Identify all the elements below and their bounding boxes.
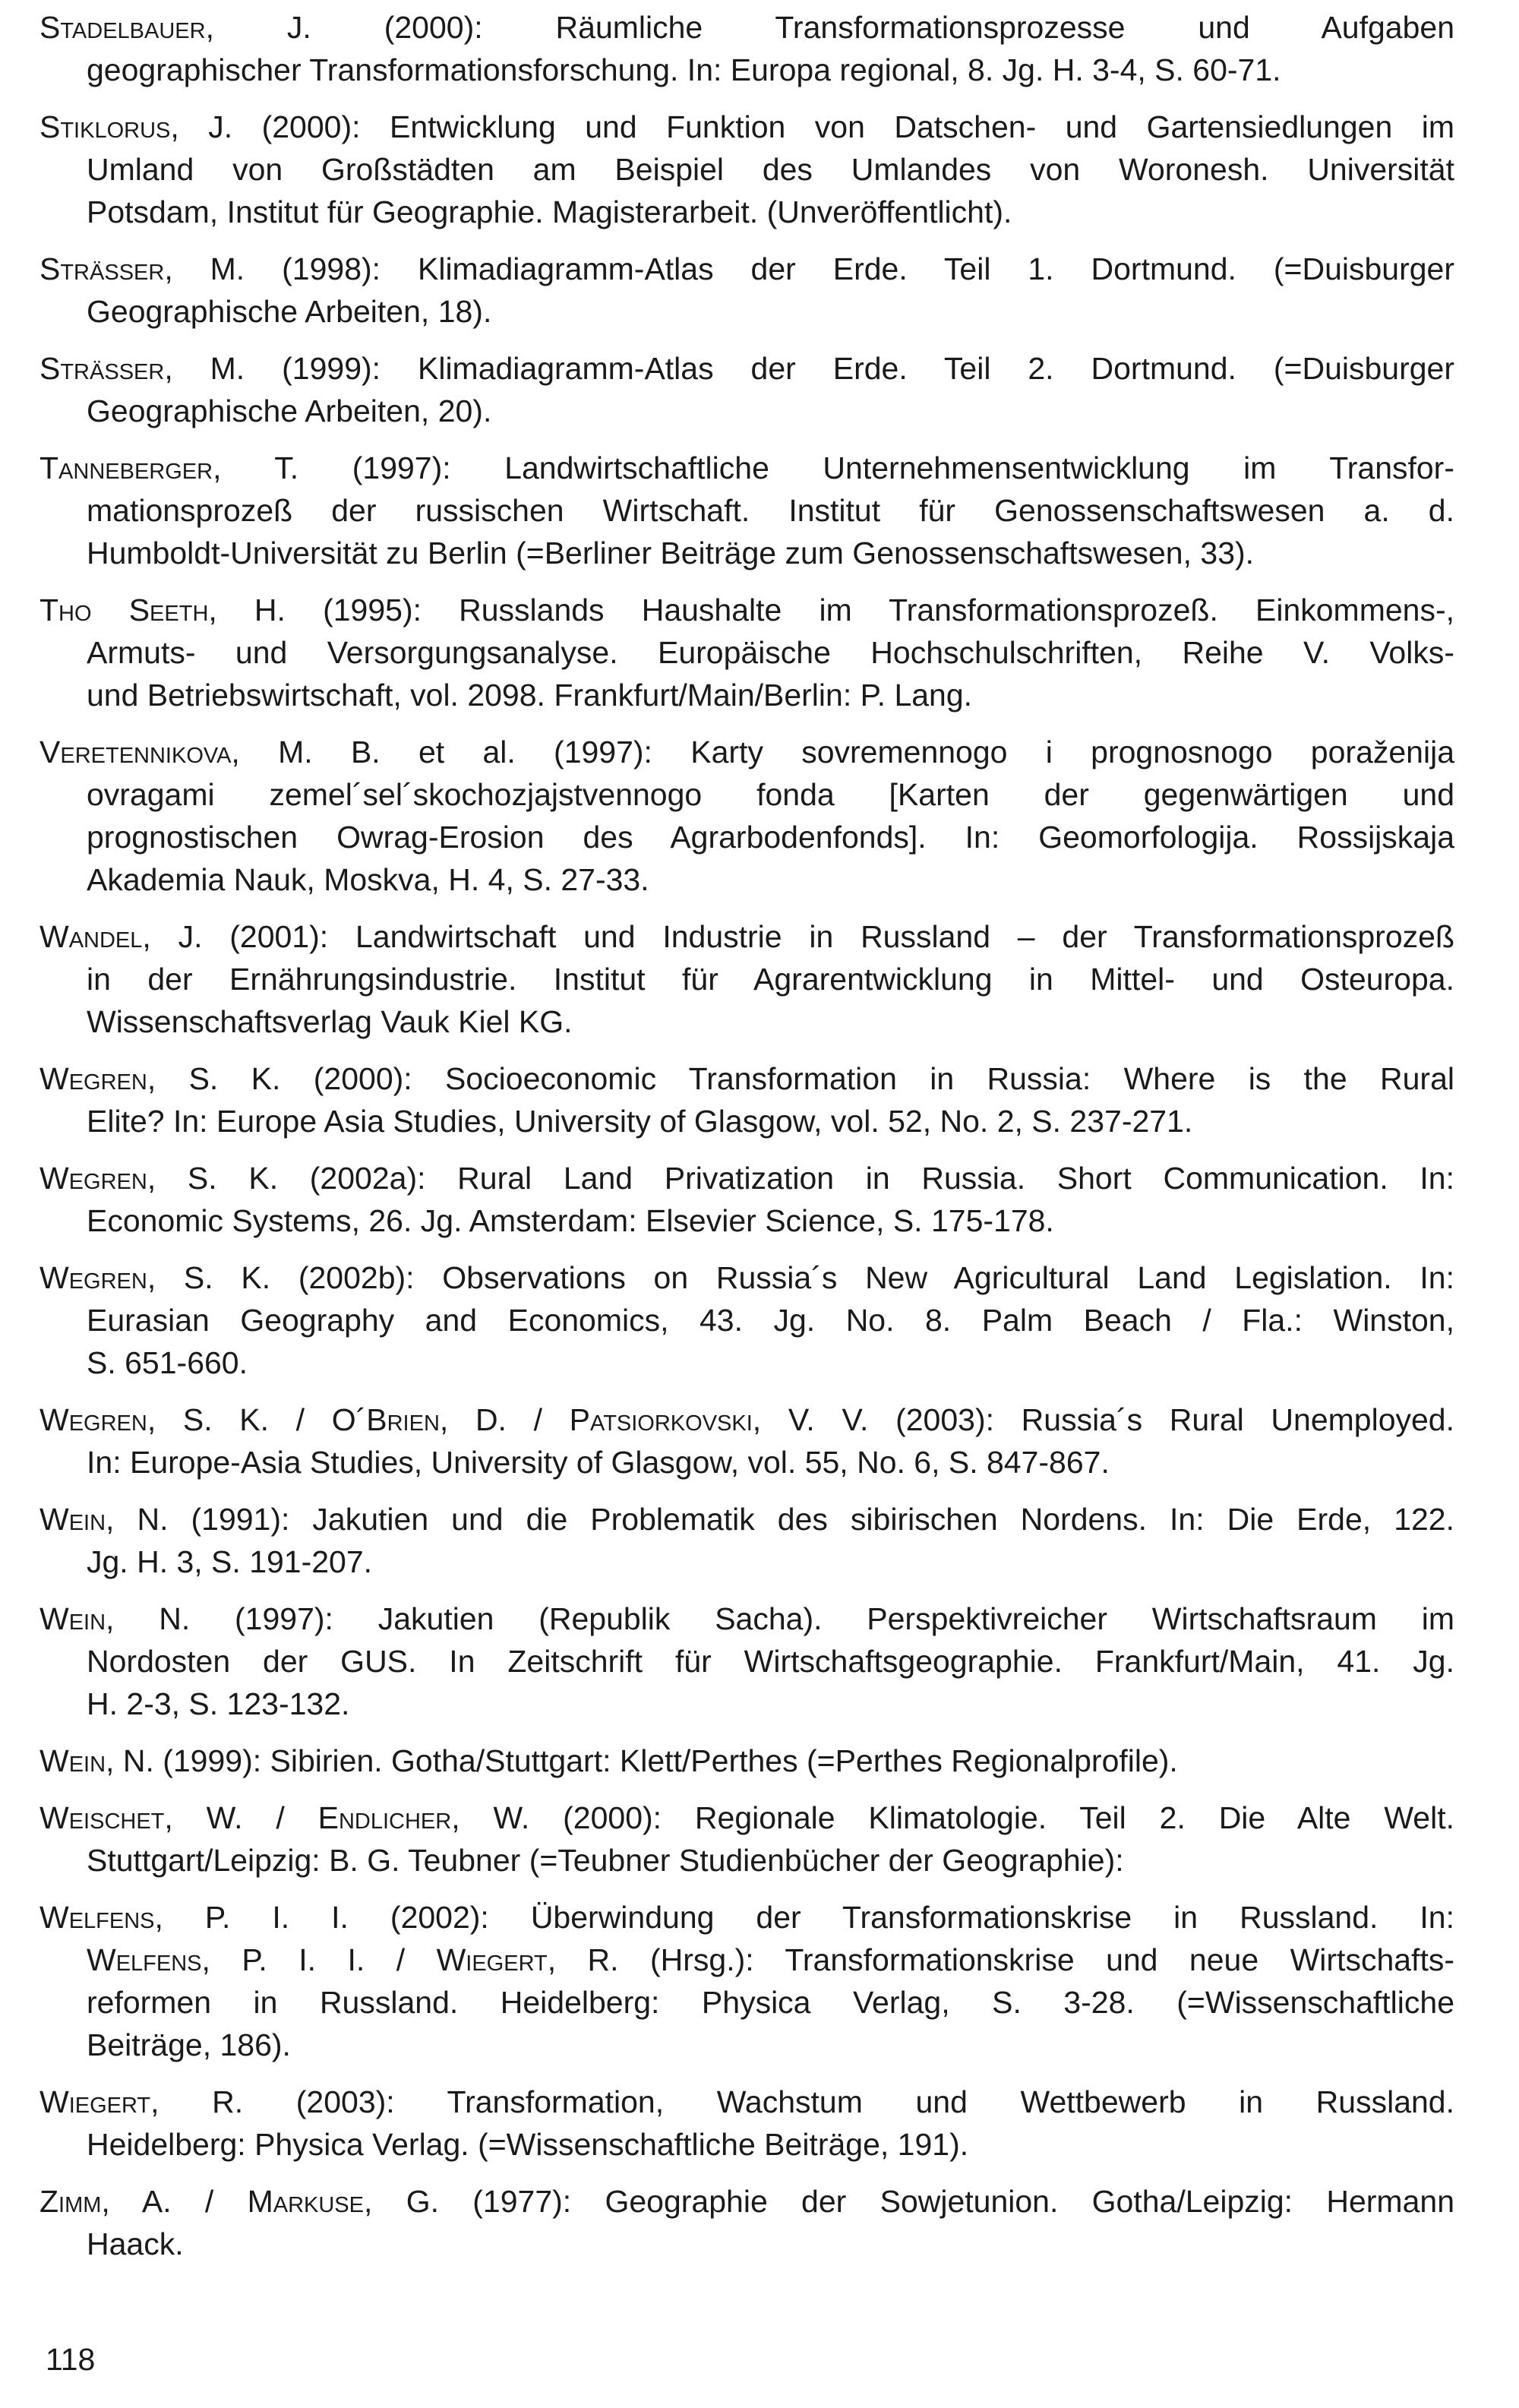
reference-entry <box>39 347 1454 432</box>
reference-line <box>39 447 1454 489</box>
author-name: Tho Seeth <box>39 593 209 627</box>
reference-text: ovragami zemel´sel´skochozjajstvennogo fonda [Karten der gegenwärtigen und <box>87 777 1454 812</box>
reference-line <box>39 2081 1454 2123</box>
author-name: Wein <box>39 1743 106 1778</box>
reference-entry <box>39 1896 1454 2066</box>
author-name: Sträßer <box>39 251 165 286</box>
reference-text: Potsdam, Institut für Geographie. Magisterarbeit. (Unveröffentlicht). <box>87 194 1012 229</box>
author-name: Wegren <box>39 1061 147 1096</box>
reference-text: reformen in Russland. Heidelberg: Physica Verlag, S. 3-28. (=Wissenschaftliche <box>87 1985 1454 2020</box>
reference-line <box>39 1341 1454 1384</box>
reference-text: , R. (2003): Transformation, Wachstum und Wettbewerb in Russland. <box>150 2084 1454 2119</box>
reference-line <box>39 191 1454 233</box>
author-name: Veretennikova <box>39 735 232 769</box>
author-name: Wegren <box>39 1402 147 1437</box>
reference-text: , S. K. (2000): Socioeconomic Transformation in Russia: Where is the Rural <box>147 1061 1454 1096</box>
reference-line <box>39 1256 1454 1299</box>
reference-line <box>39 248 1454 290</box>
reference-entry <box>39 1398 1454 1484</box>
reference-text: Beiträge, 186). <box>87 2027 291 2062</box>
author-name: Markuse <box>247 2184 364 2219</box>
reference-text: In: Europe-Asia Studies, University of Glasgow, vol. 55, No. 6, S. 847-867. <box>87 1445 1110 1480</box>
reference-line <box>39 589 1454 631</box>
author-name: O´Brien <box>331 1402 440 1437</box>
reference-line <box>39 2024 1454 2066</box>
reference-entry <box>39 1498 1454 1583</box>
reference-line <box>39 2180 1454 2223</box>
reference-line <box>39 390 1454 432</box>
reference-text: Umland von Großstädten am Beispiel des Umlandes von Woronesh. Universität <box>87 152 1454 187</box>
reference-text: , S. K. (2002b): Observations on Russia´s New Agricultural Land Legislation. In: <box>147 1260 1454 1295</box>
reference-line <box>39 1199 1454 1242</box>
reference-line <box>39 1839 1454 1882</box>
reference-text: Haack. <box>87 2226 184 2261</box>
author-name: Stadelbauer <box>39 10 206 45</box>
author-name: Wein <box>39 1601 106 1636</box>
reference-line <box>39 1740 1454 1782</box>
reference-text: , W. (2000): Regionale Klimatologie. Teil 2. Die Alte Welt. <box>451 1800 1454 1835</box>
reference-entry <box>39 1797 1454 1882</box>
reference-entry <box>39 6 1454 91</box>
reference-text: Economic Systems, 26. Jg. Amsterdam: Elsevier Science, S. 175-178. <box>87 1203 1054 1238</box>
reference-line <box>39 1498 1454 1541</box>
reference-line <box>39 915 1454 958</box>
reference-text: , J. (2000): Räumliche Transformationsprozesse und Aufgaben <box>205 10 1454 45</box>
reference-text: H. 2-3, S. 123-132. <box>87 1686 350 1721</box>
reference-line <box>39 2123 1454 2166</box>
reference-text: , N. (1999): Sibirien. Gotha/Stuttgart: Klett/Perthes (=Perthes Regionalprofile). <box>106 1743 1178 1778</box>
reference-line <box>39 674 1454 716</box>
reference-text: Stuttgart/Leipzig: B. G. Teubner (=Teubner Studienbücher der Geographie): <box>87 1843 1124 1878</box>
reference-text: , P. I. I. / <box>201 1942 437 1977</box>
reference-text: , H. (1995): Russlands Haushalte im Transformationsprozeß. Einkommens-, <box>208 593 1454 627</box>
reference-line <box>39 816 1454 858</box>
reference-line <box>39 347 1454 390</box>
reference-line <box>39 532 1454 574</box>
reference-entry <box>39 1057 1454 1142</box>
reference-entry <box>39 731 1454 901</box>
reference-text: Geographische Arbeiten, 20). <box>87 393 492 428</box>
reference-text: Heidelberg: Physica Verlag. (=Wissenschaftliche Beiträge, 191). <box>87 2127 969 2162</box>
author-name: Wegren <box>39 1161 147 1196</box>
reference-line <box>39 6 1454 49</box>
reference-line <box>39 1299 1454 1341</box>
reference-text: S. 651-660. <box>87 1345 248 1380</box>
author-name: Wein <box>39 1502 106 1537</box>
reference-line <box>39 1541 1454 1583</box>
reference-line <box>39 1597 1454 1640</box>
reference-text: , T. (1997): Landwirtschaftliche Unternehmensentwicklung im Transfor- <box>213 450 1454 485</box>
reference-line <box>39 731 1454 773</box>
reference-text: , J. (2001): Landwirtschaft und Industrie in Russland – der Transformationsprozeß <box>142 919 1454 954</box>
reference-text: Akademia Nauk, Moskva, H. 4, S. 27-33. <box>87 862 649 897</box>
reference-line <box>39 1157 1454 1199</box>
reference-line <box>39 773 1454 816</box>
reference-text: Armuts- und Versorgungsanalyse. Europäische Hochschulschriften, Reihe V. Volks- <box>87 635 1454 670</box>
reference-text: , R. (Hrsg.): Transformationskrise und neue Wirtschafts- <box>547 1942 1454 1977</box>
reference-line <box>39 1441 1454 1484</box>
reference-entry <box>39 1157 1454 1242</box>
author-name: Endlicher <box>317 1800 452 1835</box>
reference-entry <box>39 1740 1454 1782</box>
reference-entry <box>39 1256 1454 1384</box>
reference-text: , S. K. / <box>147 1402 332 1437</box>
reference-entry <box>39 447 1454 574</box>
author-name: Zimm <box>39 2184 102 2219</box>
reference-entry <box>39 2081 1454 2166</box>
reference-entry <box>39 2180 1454 2265</box>
reference-line <box>39 1398 1454 1441</box>
reference-entry <box>39 106 1454 233</box>
author-name: Wiegert <box>39 2084 151 2119</box>
reference-line <box>39 1057 1454 1100</box>
reference-entry <box>39 248 1454 333</box>
reference-entry <box>39 1597 1454 1725</box>
reference-line <box>39 858 1454 901</box>
reference-line <box>39 1981 1454 2024</box>
reference-text: geographischer Transformationsforschung. In: Europa regional, 8. Jg. H. 3-4, S. 60-71. <box>87 52 1281 87</box>
reference-line <box>39 1000 1454 1043</box>
reference-line <box>39 2223 1454 2265</box>
author-name: Tanneberger <box>39 450 213 485</box>
reference-line <box>39 1683 1454 1725</box>
reference-text: , N. (1997): Jakutien (Republik Sacha). Perspektivreicher Wirtschaftsraum im <box>106 1601 1454 1636</box>
reference-line <box>39 631 1454 674</box>
reference-text: , M. B. et al. (1997): Karty sovremennogo i prognosnogo poraženija <box>231 735 1454 769</box>
reference-line <box>39 489 1454 532</box>
reference-entry <box>39 589 1454 716</box>
author-name: Welfens <box>87 1942 202 1977</box>
reference-line <box>39 290 1454 333</box>
reference-text: , M. (1999): Klimadiagramm-Atlas der Erde. Teil 2. Dortmund. (=Duisburger <box>164 351 1454 386</box>
reference-line <box>39 1640 1454 1683</box>
reference-line <box>39 148 1454 191</box>
reference-text: , P. I. I. (2002): Überwindung der Transformationskrise in Russland. In: <box>154 1900 1454 1935</box>
reference-text: Eurasian Geography and Economics, 43. Jg. No. 8. Palm Beach / Fla.: Winston, <box>87 1303 1454 1338</box>
bibliography-list <box>39 6 1454 2280</box>
reference-text: , W. / <box>164 1800 318 1835</box>
author-name: Stiklorus <box>39 109 171 144</box>
reference-text: , D. / <box>439 1402 570 1437</box>
reference-entry <box>39 915 1454 1043</box>
author-name: Sträßer <box>39 351 165 386</box>
reference-text: Humboldt-Universität zu Berlin (=Berliner Beiträge zum Genossenschaftswesen, 33). <box>87 536 1255 570</box>
reference-text: Geographische Arbeiten, 18). <box>87 294 492 329</box>
reference-text: prognostischen Owrag-Erosion des Agrarbodenfonds]. In: Geomorfologija. Rossijskaja <box>87 820 1454 855</box>
reference-text: , V. V. (2003): Russia´s Rural Unemployed. <box>752 1402 1454 1437</box>
reference-text: und Betriebswirtschaft, vol. 2098. Frankfurt/Main/Berlin: P. Lang. <box>87 678 973 713</box>
reference-text: , A. / <box>101 2184 248 2219</box>
reference-text: mationsprozeß der russischen Wirtschaft. Institut für Genossenschaftswesen a. d. <box>87 493 1454 528</box>
reference-line <box>39 958 1454 1000</box>
reference-line <box>39 49 1454 91</box>
reference-text: , J. (2000): Entwicklung und Funktion von Datschen- und Gartensiedlungen im <box>170 109 1454 144</box>
reference-text: in der Ernährungsindustrie. Institut für Agrarentwicklung in Mittel- und Osteuropa. <box>87 962 1454 997</box>
reference-line <box>39 1896 1454 1939</box>
reference-text: , S. K. (2002a): Rural Land Privatization in Russia. Short Communication. In: <box>147 1161 1454 1196</box>
author-name: Wegren <box>39 1260 147 1295</box>
reference-text: , M. (1998): Klimadiagramm-Atlas der Erde. Teil 1. Dortmund. (=Duisburger <box>164 251 1454 286</box>
reference-text: , G. (1977): Geographie der Sowjetunion. Gotha/Leipzig: Hermann <box>364 2184 1454 2219</box>
reference-line <box>39 1939 1454 1981</box>
reference-text: , N. (1991): Jakutien und die Problematik des sibirischen Nordens. In: Die Erde, 122. <box>106 1502 1454 1537</box>
reference-line <box>39 1797 1454 1839</box>
author-name: Welfens <box>39 1900 155 1935</box>
reference-text: Jg. H. 3, S. 191-207. <box>87 1544 373 1579</box>
reference-text: Elite? In: Europe Asia Studies, University of Glasgow, vol. 52, No. 2, S. 237-271. <box>87 1104 1193 1139</box>
page-number: 118 <box>46 2342 96 2377</box>
author-name: Wiegert <box>436 1942 548 1977</box>
author-name: Patsiorkovski <box>569 1402 753 1437</box>
reference-line <box>39 1100 1454 1142</box>
reference-line <box>39 106 1454 148</box>
reference-text: Nordosten der GUS. In Zeitschrift für Wirtschaftsgeographie. Frankfurt/Main, 41. Jg. <box>87 1644 1454 1679</box>
reference-text: Wissenschaftsverlag Vauk Kiel KG. <box>87 1004 573 1039</box>
author-name: Wandel <box>39 919 143 954</box>
author-name: Weischet <box>39 1800 165 1835</box>
